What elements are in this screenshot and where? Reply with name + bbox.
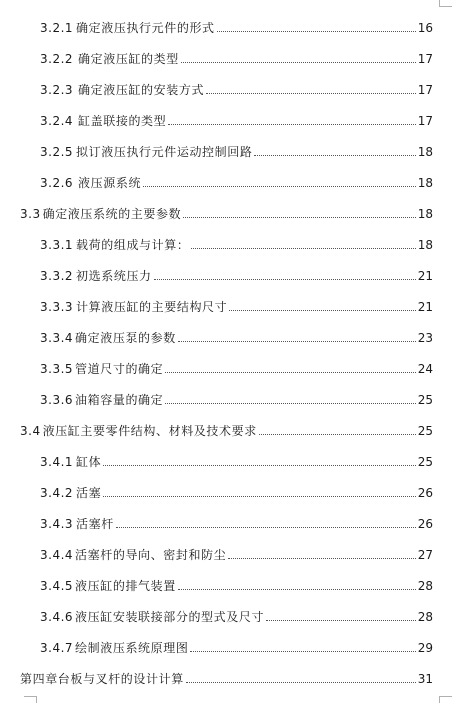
dot-leader (191, 247, 415, 249)
toc-entry-3-4-5[interactable] (40, 576, 433, 594)
toc-entry-chapter-4[interactable] (20, 669, 433, 687)
toc-entry-page: 26 (417, 517, 433, 531)
toc-entry-page: 18 (417, 176, 433, 190)
toc-entry-3-2-3[interactable] (40, 80, 433, 98)
toc-entry-title: 确定液压缸的类型 (78, 52, 179, 66)
toc-entry-number: 3.3.5 (40, 362, 74, 376)
toc-entry-number: 3.4.3 (40, 517, 74, 531)
dot-leader (206, 92, 416, 94)
toc-entry-page: 17 (417, 83, 433, 97)
toc-entry-number: 3.2.5 (40, 145, 74, 159)
toc-entry-number: 3.4.2 (40, 486, 74, 500)
dot-leader (186, 681, 416, 683)
toc-entry-title: 确定液压系统的主要参数 (42, 207, 182, 221)
toc-entry-title: 绘制液压系统原理图 (75, 641, 189, 655)
toc-entry-page: 26 (417, 486, 433, 500)
toc-entry-title: 液压缸主要零件结构、材料及技术要求 (42, 424, 257, 438)
toc-entry-number: 3.2.3 (40, 83, 74, 97)
toc-entry-title: 活塞 (76, 486, 102, 500)
toc-entry-title: 拟订液压执行元件运动控制回路 (76, 145, 253, 159)
toc-entry-title: 缸盖联接的类型 (78, 114, 167, 128)
toc-entry-3-4-3[interactable] (40, 514, 433, 532)
dot-leader (254, 154, 415, 156)
dot-leader (183, 216, 416, 218)
toc-entry-number: 3.2.4 (40, 114, 74, 128)
toc-entry-3-3-5[interactable] (40, 359, 433, 377)
toc-entry-page: 27 (417, 548, 433, 562)
toc-entry-page: 18 (417, 207, 433, 221)
toc-entry-number: 3.2.1 (40, 21, 74, 35)
dot-leader (165, 371, 415, 373)
dot-leader (154, 278, 416, 280)
toc-entry-3-2-4[interactable] (40, 111, 433, 129)
toc-entry-title: 第四章台板与叉杆的设计计算 (20, 672, 184, 686)
toc-entry-number: 3.2.6 (40, 176, 74, 190)
toc-entry-3-3-4[interactable] (40, 328, 433, 346)
dot-leader (178, 588, 416, 590)
toc-entry-page: 25 (417, 424, 433, 438)
toc-entry-3-3-6[interactable] (40, 390, 433, 408)
toc-entry-number: 3.4.4 (40, 548, 74, 562)
toc-entry-page: 18 (417, 145, 433, 159)
toc-entry-number: 3.4.6 (40, 610, 74, 624)
dot-leader (165, 402, 415, 404)
dot-leader (181, 61, 416, 63)
toc-entry-title: 液压缸的排气装置 (75, 579, 176, 593)
toc-entry-3-3-3[interactable] (40, 297, 433, 315)
dot-leader (168, 123, 415, 125)
toc-entry-number: 3.3 (20, 207, 41, 221)
toc-entry-3-2-6[interactable] (40, 173, 433, 191)
toc-entry-title: 计算液压缸的主要结构尺寸 (76, 300, 228, 314)
toc-entry-page: 25 (417, 455, 433, 469)
dot-leader (229, 309, 415, 311)
toc-entry-page: 24 (417, 362, 433, 376)
toc-entry-number: 3.4.1 (40, 455, 74, 469)
toc-entry-number: 3.3.4 (40, 331, 74, 345)
dot-leader (103, 495, 415, 497)
dot-leader (143, 185, 416, 187)
toc-entry-title: 活塞杆 (76, 517, 114, 531)
toc-entry-number: 3.3.3 (40, 300, 74, 314)
dot-leader (190, 650, 415, 652)
page-corner-mark-top-right (439, 0, 452, 7)
toc-entry-3-2-5[interactable] (40, 142, 433, 160)
dot-leader (259, 433, 416, 435)
toc-entry-page: 17 (417, 52, 433, 66)
toc-entry-number: 3.3.2 (40, 269, 74, 283)
toc-entry-3-4-1[interactable] (40, 452, 433, 470)
toc-entry-3-4-2[interactable] (40, 483, 433, 501)
toc-entry-number: 3.4.7 (40, 641, 74, 655)
toc-entry-page: 16 (417, 21, 433, 35)
toc-entry-page: 18 (417, 238, 433, 252)
toc-entry-3-2-1[interactable] (40, 18, 433, 36)
toc-entry-title: 管道尺寸的确定 (75, 362, 164, 376)
toc-entry-title: 确定液压泵的参数 (75, 331, 176, 345)
toc-entry-title: 活塞杆的导向、密封和防尘 (75, 548, 227, 562)
toc-entry-page: 28 (417, 610, 433, 624)
toc-entry-page: 21 (417, 269, 433, 283)
toc-entry-3-3-2[interactable] (40, 266, 433, 284)
toc-entry-number: 3.3.1 (40, 238, 74, 252)
toc-entry-number: 3.4.5 (40, 579, 74, 593)
dot-leader (266, 619, 416, 621)
dot-leader (178, 340, 416, 342)
toc-entry-page: 29 (417, 641, 433, 655)
toc-entry-number: 3.3.6 (40, 393, 74, 407)
toc-entry-number: 3.2.2 (40, 52, 74, 66)
toc-entry-title: 载荷的组成与计算： (76, 238, 190, 252)
toc-entry-page: 21 (417, 300, 433, 314)
dot-leader (217, 30, 416, 32)
toc-entry-title: 确定液压执行元件的形式 (76, 21, 215, 35)
dot-leader (103, 464, 415, 466)
toc-entry-title: 油箱容量的确定 (75, 393, 164, 407)
page-corner-mark-bottom-left (24, 696, 37, 703)
dot-leader (116, 526, 416, 528)
toc-entry-page: 17 (417, 114, 433, 128)
toc-entry-3-3-1[interactable] (40, 235, 433, 253)
toc-entry-title: 初选系统压力 (76, 269, 152, 283)
page-corner-mark-bottom-right (439, 696, 452, 703)
toc-entry-3-2-2[interactable] (40, 49, 433, 67)
toc-entry-title: 液压源系统 (78, 176, 142, 190)
toc-entry-3-3[interactable] (20, 204, 433, 222)
toc-entry-page: 31 (417, 672, 433, 686)
toc-entry-page: 23 (417, 331, 433, 345)
toc-entry-title: 缸体 (76, 455, 102, 469)
toc-entry-page: 28 (417, 579, 433, 593)
toc-entry-title: 确定液压缸的安装方式 (78, 83, 205, 97)
toc-entry-3-4[interactable] (20, 421, 433, 439)
toc-entry-number: 3.4 (20, 424, 41, 438)
toc-entry-3-4-7[interactable] (40, 638, 433, 656)
dot-leader (228, 557, 415, 559)
toc-entry-page: 25 (417, 393, 433, 407)
toc-entry-3-4-6[interactable] (40, 607, 433, 625)
toc-entry-title: 液压缸安装联接部分的型式及尺寸 (75, 610, 265, 624)
toc-entry-3-4-4[interactable] (40, 545, 433, 563)
